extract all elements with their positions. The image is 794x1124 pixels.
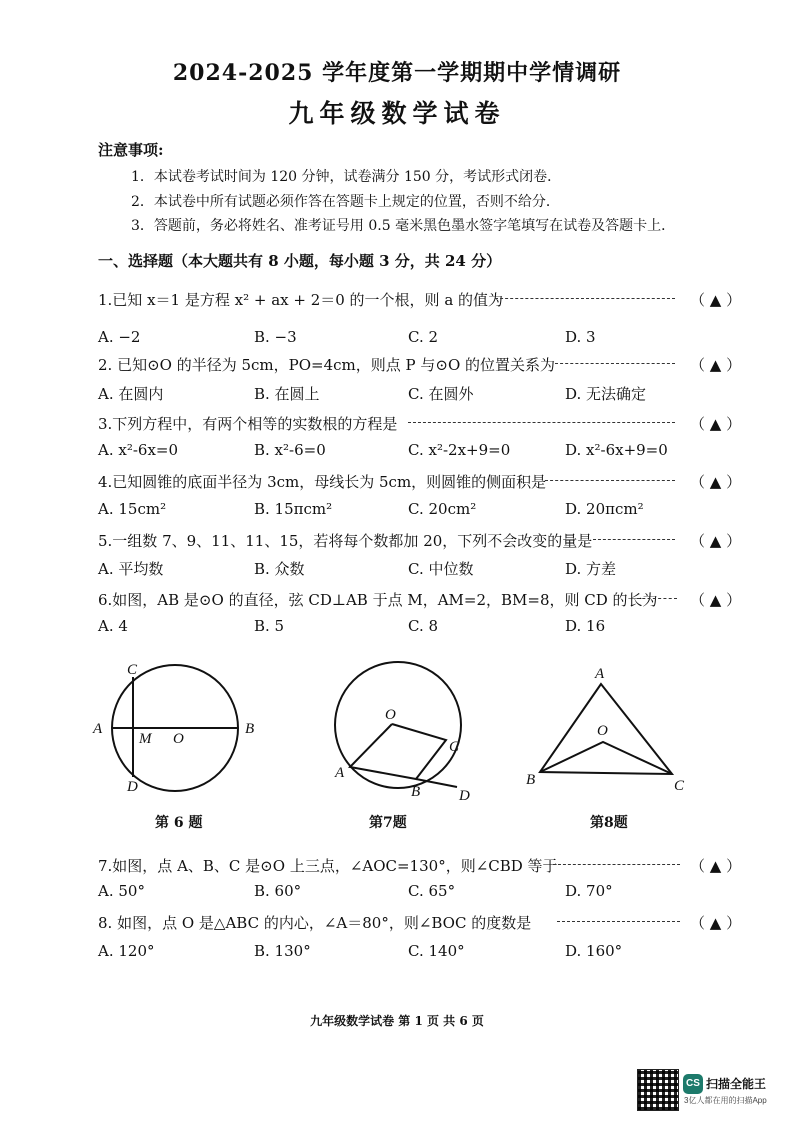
exam-title: 2024-2025 学年度第一学期期中学情调研	[172, 60, 622, 86]
question-6-option-d: D. 16	[565, 617, 606, 635]
figure-6-caption: 第 6 题	[155, 815, 203, 831]
fig8-label-b: B	[526, 772, 536, 788]
question-7-option-a: A. 50°	[98, 882, 145, 900]
fig6-label-m: M	[139, 731, 152, 747]
question-6-option-b: B. 5	[254, 617, 285, 635]
question-7-stem: 7.如图，点 A、B、C 是⊙O 上三点，∠AOC=130°，则∠CBD 等于	[98, 857, 558, 875]
question-7-answer-mark: （ ▲ ）	[690, 857, 742, 875]
fig8-label-c: C	[674, 778, 685, 794]
question-2-option-b: B. 在圆上	[254, 385, 320, 403]
question-4-option-a: A. 15cm²	[98, 500, 167, 518]
fig7-label-d: D	[459, 788, 470, 804]
figure-8-caption: 第8题	[590, 815, 628, 831]
question-5-option-d: D. 方差	[565, 560, 617, 578]
camscanner-logo: CS	[683, 1074, 703, 1094]
question-1-answer-mark: （ ▲ ）	[690, 291, 742, 309]
question-1-option-b: B. −3	[254, 328, 297, 346]
question-8-stem: 8. 如图，点 O 是△ABC 的内心，∠A＝80°，则∠BOC 的度数是	[98, 914, 532, 932]
question-6-answer-mark: （ ▲ ）	[690, 591, 742, 609]
question-6-stem: 6.如图，AB 是⊙O 的直径，弦 CD⊥AB 于点 M，AM=2，BM=8，则 CD 的长为	[98, 591, 658, 609]
fig6-label-b: B	[245, 721, 255, 737]
figure-6	[85, 655, 275, 805]
question-3-option-c: C. x²-2x+9=0	[408, 441, 511, 459]
figure-7-caption: 第7题	[369, 815, 407, 831]
camscanner-tagline: 3亿人都在用的扫描App	[684, 1096, 767, 1105]
question-4-answer-mark: （ ▲ ）	[690, 473, 742, 491]
fig6-label-c: C	[127, 662, 138, 678]
question-4-option-b: B. 15πcm²	[254, 500, 333, 518]
fig7-label-o: O	[385, 707, 396, 723]
question-4-leader	[545, 471, 675, 481]
question-7-option-b: B. 60°	[254, 882, 302, 900]
question-7-option-c: C. 65°	[408, 882, 456, 900]
question-8-option-a: A. 120°	[98, 942, 155, 960]
question-2-leader	[555, 354, 675, 364]
question-5-answer-mark: （ ▲ ）	[690, 532, 742, 550]
fig7-label-a: A	[335, 765, 345, 781]
fig8-label-a: A	[595, 666, 605, 682]
figure-7	[325, 655, 485, 805]
fig7-lines	[350, 724, 446, 779]
note-item-1: 1．本试卷考试时间为 120 分钟，试卷满分 150 分，考试形式闭卷．	[131, 169, 562, 185]
question-1-stem: 1.已知 x＝1 是方程 x² + ax + 2＝0 的一个根，则 a 的值为	[98, 291, 504, 309]
question-3-option-a: A. x²-6x=0	[98, 441, 179, 459]
question-7-option-d: D. 70°	[565, 882, 613, 900]
qr-code-icon	[637, 1069, 679, 1111]
fig6-label-o: O	[173, 731, 184, 747]
question-4-option-d: D. 20πcm²	[565, 500, 644, 518]
question-2-answer-mark: （ ▲ ）	[690, 356, 742, 374]
question-3-option-d: D. x²-6x+9=0	[565, 441, 668, 459]
figure-8	[520, 660, 700, 800]
fig8-lines-bo-oc	[540, 742, 672, 774]
question-8-leader	[557, 912, 680, 922]
question-3-stem: 3.下列方程中，有两个相等的实数根的方程是	[98, 415, 398, 433]
question-1-option-c: C. 2	[408, 328, 439, 346]
question-3-leader	[408, 413, 675, 423]
question-1-option-a: A. −2	[98, 328, 141, 346]
question-8-option-c: C. 140°	[408, 942, 465, 960]
question-7-leader	[553, 855, 680, 865]
fig7-label-b: B	[411, 784, 421, 800]
question-6-option-c: C. 8	[408, 617, 439, 635]
question-6-leader	[637, 589, 677, 599]
question-5-option-b: B. 众数	[254, 560, 305, 578]
camscanner-name: 扫描全能王	[706, 1077, 767, 1091]
fig8-label-o: O	[597, 723, 608, 739]
question-6-option-a: A. 4	[98, 617, 128, 635]
question-1-option-d: D. 3	[565, 328, 596, 346]
section-heading: 一、选择题（本大题共有 8 小题，每小题 3 分，共 24 分）	[98, 252, 502, 270]
question-5-option-a: A. 平均数	[98, 560, 164, 578]
question-2-stem: 2. 已知⊙O 的半径为 5cm，PO=4cm，则点 P 与⊙O 的位置关系为	[98, 356, 556, 374]
question-3-answer-mark: （ ▲ ）	[690, 415, 742, 433]
question-2-option-c: C. 在圆外	[408, 385, 474, 403]
question-3-option-b: B. x²-6=0	[254, 441, 326, 459]
question-8-answer-mark: （ ▲ ）	[690, 914, 742, 932]
question-2-option-a: A. 在圆内	[98, 385, 164, 403]
question-4-stem: 4.已知圆锥的底面半径为 3cm，母线长为 5cm，则圆锥的侧面积是	[98, 473, 547, 491]
fig7-label-c: C	[449, 739, 460, 755]
question-8-option-d: D. 160°	[565, 942, 623, 960]
question-8-option-b: B. 130°	[254, 942, 311, 960]
question-5-option-c: C. 中位数	[408, 560, 474, 578]
fig6-label-a: A	[93, 721, 103, 737]
question-5-leader	[593, 530, 675, 540]
notes-heading: 注意事项:	[98, 141, 164, 159]
question-2-option-d: D. 无法确定	[565, 385, 647, 403]
fig6-label-d: D	[127, 779, 138, 795]
question-5-stem: 5.一组数 7、9、11、11、15，若将每个数都加 20，下列不会改变的量是	[98, 532, 593, 550]
note-item-2: 2．本试卷中所有试题必须作答在答题卡上规定的位置，否则不给分．	[131, 194, 560, 210]
exam-subtitle: 九年级数学试卷	[288, 99, 506, 128]
question-1-leader	[495, 289, 675, 299]
question-4-option-c: C. 20cm²	[408, 500, 477, 518]
note-item-3: 3．答题前，务必将姓名、准考证号用 0.5 毫米黑色墨水签字笔填写在试卷及答题卡上．	[131, 218, 676, 234]
page-footer: 九年级数学试卷 第 1 页 共 6 页	[310, 1014, 484, 1028]
